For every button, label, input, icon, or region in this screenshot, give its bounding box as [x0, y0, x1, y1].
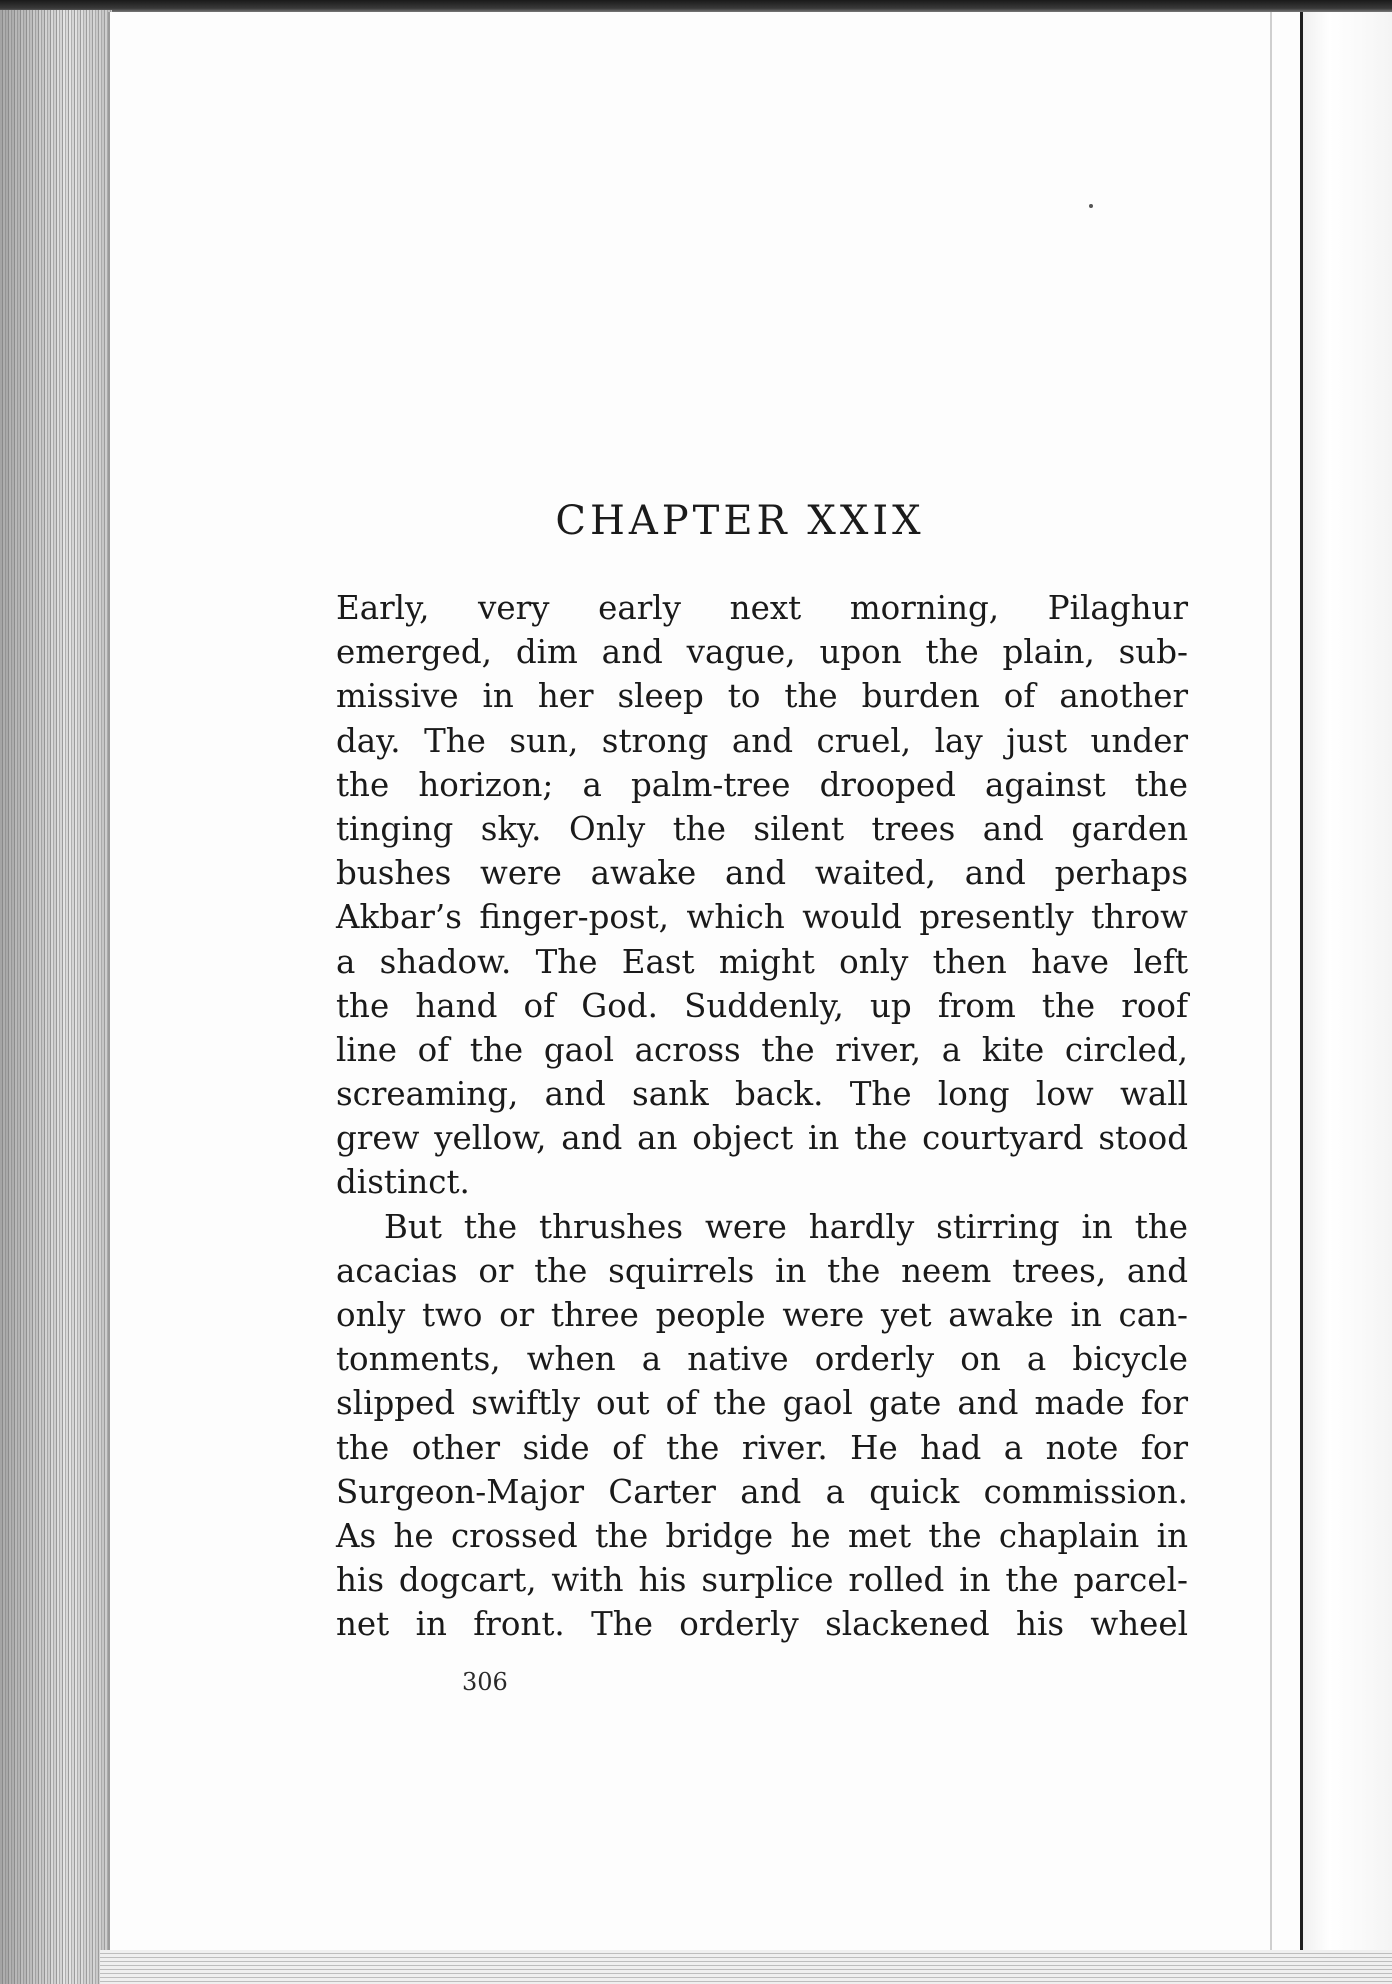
text-line: his dogcart, with his surplice rolled in the parcel- [336, 1561, 1188, 1600]
text-line: the hand of God. Suddenly, up from the roof [336, 986, 1188, 1025]
text-line: line of the gaol across the river, a kite circled, [336, 1030, 1188, 1069]
text-line: tinging sky. Only the silent trees and garden [336, 809, 1188, 848]
text-line: the horizon; a palm-tree drooped against the [336, 765, 1188, 804]
text-line: distinct. [336, 1163, 470, 1202]
text-line: a shadow. The East might only then have left [336, 942, 1188, 981]
text-line: Akbar’s finger-post, which would presently throw [336, 898, 1188, 937]
text-line: Early, very early next morning, Pilaghur [336, 589, 1188, 627]
paper-speck [1089, 204, 1093, 208]
paragraph-2 [336, 1205, 1188, 1647]
page-fold-line [1270, 12, 1272, 1952]
book-page-edges [0, 10, 112, 1984]
paragraph-1 [336, 586, 1188, 1205]
body-text [336, 586, 1188, 1647]
text-line: day. The sun, strong and cruel, lay just under [336, 721, 1188, 760]
text-line: tonments, when a native orderly on a bicycle [336, 1340, 1188, 1379]
text-line: only two or three people were yet awake in can- [336, 1296, 1188, 1334]
chapter-title: CHAPTER XXIX [555, 498, 925, 544]
text-line: emerged, dim and vague, upon the plain, sub- [336, 633, 1188, 672]
text-line: bushes were awake and waited, and perhaps [336, 854, 1188, 893]
text-line: But the thrushes were hardly stirring in the [384, 1207, 1188, 1246]
book-bottom-edge [100, 1950, 1392, 1984]
text-line: screaming, and sank back. The long low wall [336, 1075, 1188, 1114]
text-line: acacias or the squirrels in the neem trees, and [336, 1251, 1188, 1290]
text-line: slipped swiftly out of the gaol gate and made for [336, 1384, 1188, 1423]
text-line: As he crossed the bridge he met the chaplain in [336, 1516, 1188, 1555]
text-line: grew yellow, and an object in the courtyard stood [336, 1119, 1188, 1158]
text-line: missive in her sleep to the burden of another [336, 677, 1188, 716]
text-line: the other side of the river. He had a note for [336, 1428, 1188, 1467]
text-line: Surgeon-Major Carter and a quick commission. [336, 1472, 1188, 1511]
page-number: 306 [462, 1668, 508, 1696]
adjacent-page [1303, 12, 1392, 1972]
text-line: net in front. The orderly slackened his wheel [336, 1605, 1188, 1644]
